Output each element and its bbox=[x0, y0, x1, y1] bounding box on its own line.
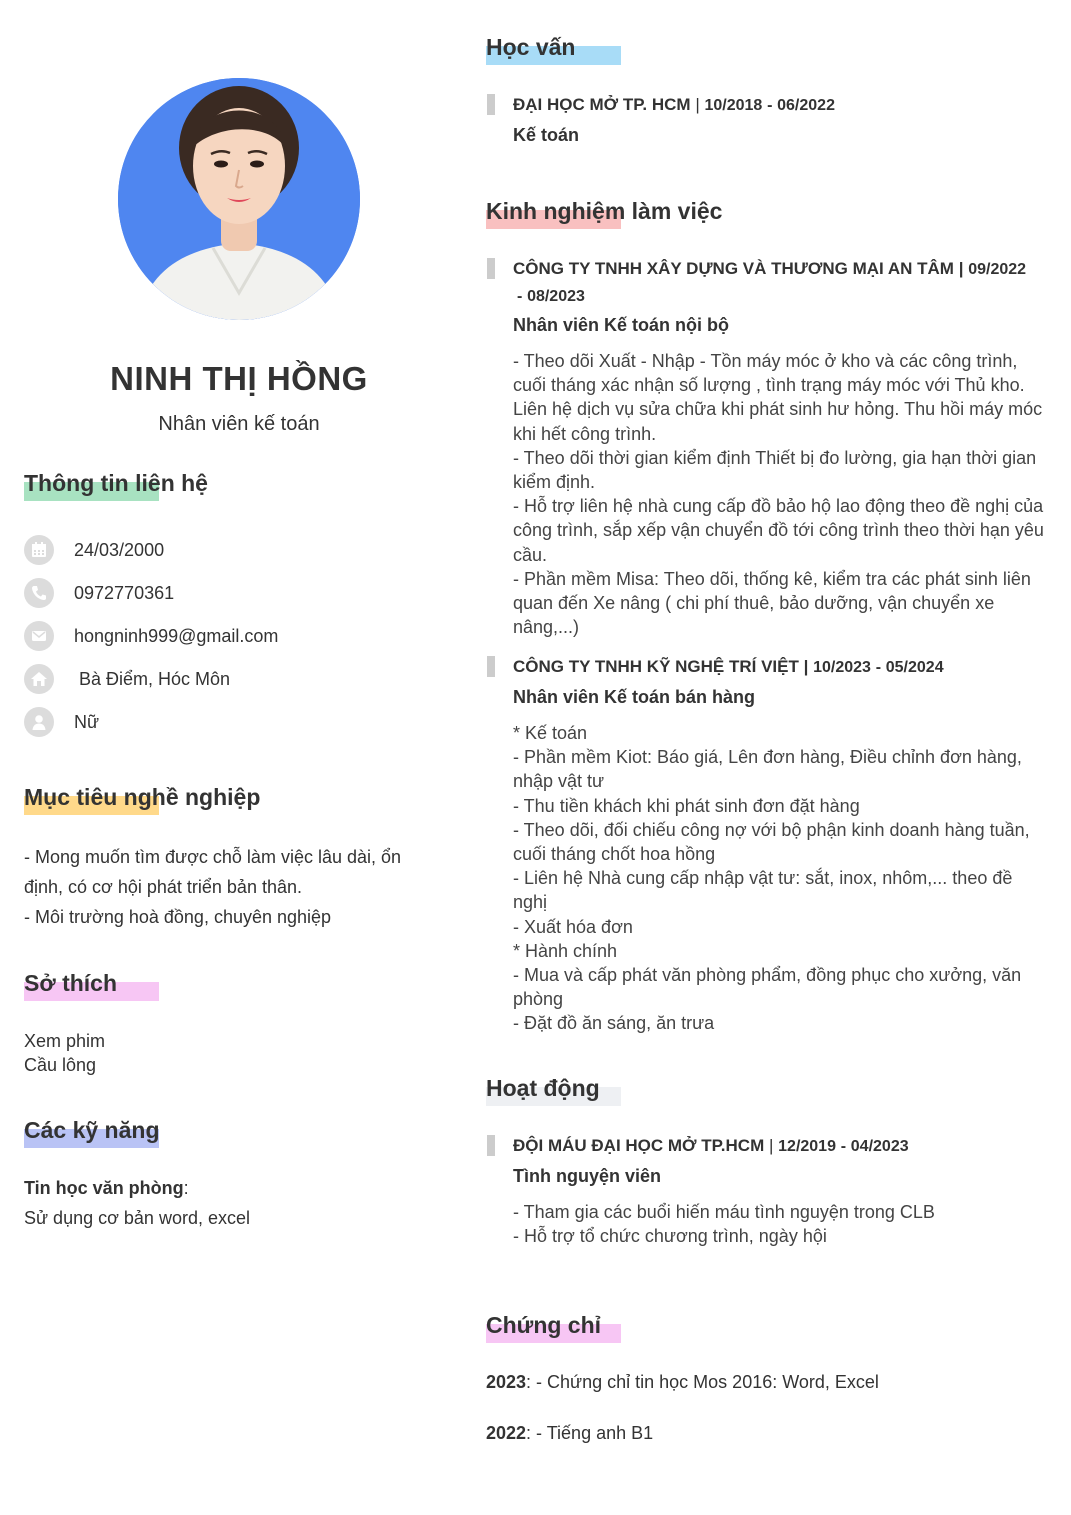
job-description: - Theo dõi Xuất - Nhập - Tồn máy móc ở kho và các công trình, cuối tháng xác nhận số lượng , tình trạng máy móc với Thủ kho. Liên hệ dịch vụ sửa chữa khi phát sinh hư hỏng. Thu hồi máy móc khi hết công trình. - Theo dõi thời gian kiểm định Thiết bị đo lường, gia hạn thời gian kiểm định. - Hỗ trợ liên hệ nhà cung cấp đồ bảo hộ lao động theo đề nghị của công trình, sắp xếp vận chuyển đồ tới công trình theo thời hạn yêu cầu. - Phần mềm Misa: Theo dõi, thống kê, kiểm tra các phát sinh liên quan đến Xe nâng ( chi phí thuê, bảo dưỡng, vận chuyển xe nâng,...) bbox=[513, 351, 1044, 638]
email-icon bbox=[24, 621, 54, 651]
address-value: Bà Điểm, Hóc Môn bbox=[74, 668, 231, 689]
candidate-name: NINH THỊ HỒNG bbox=[110, 360, 368, 397]
contact-section-title: Thông tin liên hệ bbox=[24, 468, 208, 498]
education-section-title: Học vấn bbox=[486, 32, 575, 62]
objective-line: - Môi trường hoà đồng, chuyên nghiệp bbox=[24, 907, 332, 927]
job-role: Nhân viên Kế toán bán hàng bbox=[513, 687, 756, 707]
profile-photo bbox=[118, 78, 360, 320]
education-entry-bar bbox=[487, 94, 495, 115]
separator: | bbox=[695, 95, 700, 114]
company-name: CÔNG TY TNHH XÂY DỰNG VÀ THƯƠNG MẠI AN TÂM bbox=[513, 259, 954, 278]
certificate-text: : - Chứng chỉ tin học Mos 2016: Word, Excel bbox=[526, 1372, 879, 1392]
activity-entry-header bbox=[513, 1133, 1048, 1160]
certificate-year: 2022 bbox=[486, 1423, 527, 1443]
objective-line: - Mong muốn tìm được chỗ làm việc lâu dài, ổn bbox=[24, 847, 402, 867]
email-value[interactable]: hongninh999@gmail.com bbox=[74, 625, 279, 646]
company-name: CÔNG TY TNHH KỸ NGHỆ TRÍ VIỆT bbox=[513, 657, 799, 676]
separator: | bbox=[768, 1136, 774, 1155]
birthday-value: 24/03/2000 bbox=[74, 539, 165, 560]
job-title: Nhân viên kế toán bbox=[158, 413, 320, 435]
contact-email bbox=[24, 620, 278, 652]
home-icon bbox=[24, 664, 54, 694]
date-dash: - bbox=[840, 1138, 847, 1155]
objective-line: định, có cơ hội phát triển bản thân. bbox=[24, 877, 302, 897]
job-end: 05/2024 bbox=[885, 659, 944, 676]
education-end: 06/2022 bbox=[777, 97, 835, 114]
skills-text bbox=[24, 1173, 444, 1233]
activity-entry-bar bbox=[487, 1135, 495, 1156]
skills-section-title: Các kỹ năng bbox=[24, 1115, 160, 1145]
skill-colon: : bbox=[183, 1178, 189, 1198]
contact-phone bbox=[24, 577, 174, 609]
calendar-icon bbox=[24, 535, 54, 565]
separator: | bbox=[803, 657, 809, 676]
job-start: 10/2023 bbox=[813, 659, 871, 676]
hobby-item: Cầu lông bbox=[24, 1055, 97, 1075]
objective-text bbox=[24, 842, 444, 932]
skill-name: Tin học văn phòng bbox=[24, 1178, 184, 1198]
education-major: Kế toán bbox=[513, 125, 580, 145]
job-description: * Kế toán - Phần mềm Kiot: Báo giá, Lên đơn hàng, Điều chỉnh đơn hàng, nhập vật tư - Thu tiền khách khi phát sinh đơn đặt hàng - Theo dõi, đối chiếu công nợ với bộ phận kinh doanh hàng tuần, cuối tháng chốt hoa hồng - Liên hệ Nhà cung cấp nhập vật tư: sắt, inox, nhôm,... theo đề nghị - Xuất hóa đơn * Hành chính - Mua và cấp phát văn phòng phẩm, đồng phục cho xưởng, văn phòng - Đặt đồ ăn sáng, ăn trưa bbox=[513, 723, 1030, 1034]
job-entry-bar bbox=[487, 258, 495, 279]
separator: | bbox=[958, 259, 964, 278]
activity-role: Tình nguyện viên bbox=[513, 1166, 662, 1186]
skill-detail: Sử dụng cơ bản word, excel bbox=[24, 1208, 250, 1228]
activity-start: 12/2019 bbox=[778, 1138, 836, 1155]
job-start: 09/2022 bbox=[968, 261, 1027, 278]
date-dash: - bbox=[517, 288, 523, 305]
job-end: 08/2023 bbox=[527, 288, 585, 305]
hobby-item: Xem phim bbox=[24, 1031, 106, 1051]
experience-section-title: Kinh nghiệm làm việc bbox=[486, 196, 722, 226]
phone-icon bbox=[24, 578, 54, 608]
job-entry-header bbox=[513, 256, 1048, 310]
user-icon bbox=[24, 707, 54, 737]
contact-gender bbox=[24, 706, 99, 738]
phone-value: 0972770361 bbox=[74, 582, 175, 603]
date-dash: - bbox=[767, 97, 773, 114]
education-start: 10/2018 bbox=[704, 97, 763, 114]
certificate-item bbox=[486, 1372, 879, 1393]
activities-section-title: Hoạt động bbox=[486, 1073, 600, 1103]
job-role: Nhân viên Kế toán nội bộ bbox=[513, 315, 730, 335]
education-entry-header bbox=[513, 92, 1048, 119]
contact-address bbox=[24, 663, 230, 695]
objective-section-title: Mục tiêu nghề nghiệp bbox=[24, 782, 260, 812]
hobbies-list bbox=[24, 1029, 105, 1077]
activity-description: - Tham gia các buổi hiến máu tình nguyện trong CLB - Hỗ trợ tổ chức chương trình, ngày hội bbox=[513, 1202, 935, 1247]
job-entry-header bbox=[513, 654, 1048, 681]
certificate-item bbox=[486, 1423, 653, 1444]
certificate-text: : - Tiếng anh B1 bbox=[526, 1423, 654, 1443]
certificate-year: 2023 bbox=[486, 1372, 527, 1392]
certificates-section-title: Chứng chỉ bbox=[486, 1310, 601, 1340]
job-entry-bar bbox=[487, 656, 495, 677]
gender-value: Nữ bbox=[74, 711, 100, 732]
activity-org: ĐỘI MÁU ĐẠI HỌC MỞ TP.HCM bbox=[513, 1136, 765, 1155]
date-dash: - bbox=[875, 659, 882, 676]
school-name: ĐẠI HỌC MỞ TP. HCM bbox=[513, 95, 691, 114]
hobbies-section-title: Sở thích bbox=[24, 968, 117, 998]
activity-end: 04/2023 bbox=[850, 1138, 909, 1155]
contact-birthday bbox=[24, 534, 164, 566]
skill-name-line bbox=[24, 1173, 444, 1203]
